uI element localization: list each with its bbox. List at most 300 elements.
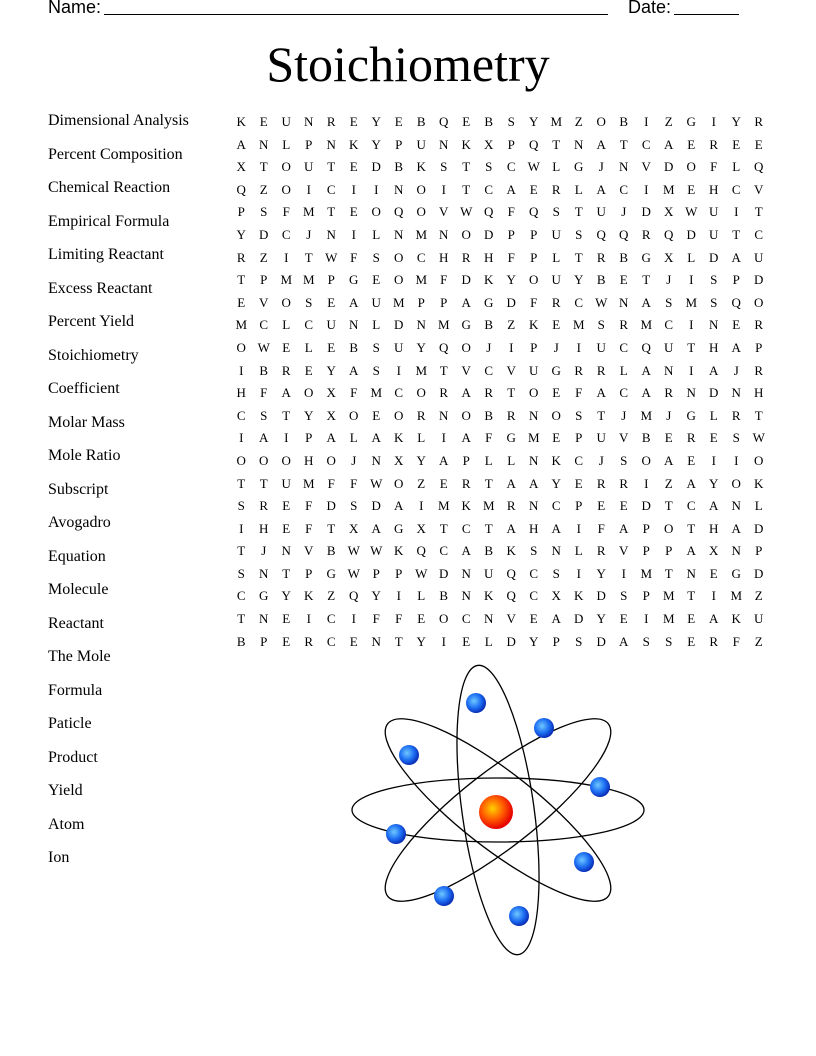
grid-letter: M — [437, 498, 450, 514]
grid-letter: J — [553, 339, 559, 355]
grid-letter: N — [529, 407, 539, 423]
grid-letter: H — [439, 249, 449, 265]
grid-letter: T — [687, 339, 696, 355]
grid-letter: Q — [754, 159, 764, 175]
grid-letter: S — [552, 565, 560, 581]
grid-letter: X — [236, 159, 246, 175]
grid-letter: Q — [484, 204, 494, 220]
word-list-item: Molar Mass — [48, 413, 125, 431]
grid-row — [230, 427, 770, 450]
grid-letter: I — [711, 452, 716, 468]
grid-letter: T — [327, 159, 336, 175]
grid-letter: T — [664, 498, 673, 514]
grid-letter: O — [731, 475, 741, 491]
grid-letter: F — [282, 204, 290, 220]
grid-letter: L — [687, 249, 696, 265]
grid-letter: H — [236, 385, 246, 401]
grid-letter: E — [529, 181, 538, 197]
grid-letter: R — [574, 362, 584, 378]
electron — [386, 824, 406, 844]
grid-letter: C — [619, 181, 629, 197]
grid-letter: Q — [596, 226, 606, 242]
grid-letter: D — [371, 159, 381, 175]
grid-letter: P — [260, 633, 268, 649]
grid-letter: F — [350, 475, 358, 491]
grid-letter: U — [281, 475, 291, 491]
grid-letter: I — [689, 272, 694, 288]
grid-letter: B — [394, 159, 404, 175]
grid-letter: E — [282, 633, 291, 649]
grid-letter: E — [619, 498, 628, 514]
grid-letter: D — [754, 565, 764, 581]
grid-letter: K — [551, 452, 561, 468]
grid-letter: S — [485, 159, 493, 175]
grid-letter: E — [462, 633, 471, 649]
grid-letter: Y — [416, 339, 426, 355]
grid-letter: V — [461, 362, 471, 378]
grid-letter: V — [619, 543, 629, 559]
grid-letter: I — [711, 114, 716, 129]
grid-letter: C — [686, 498, 696, 514]
grid-row — [230, 473, 770, 496]
grid-letter: G — [686, 114, 696, 129]
date-label: Date: — [628, 0, 672, 17]
grid-letter: R — [731, 407, 741, 423]
grid-letter: M — [640, 565, 653, 581]
grid-letter: I — [644, 181, 649, 197]
grid-row — [230, 450, 770, 473]
grid-letter: C — [574, 294, 584, 310]
grid-letter: B — [484, 407, 494, 423]
word-list-item: Percent Yield — [48, 313, 135, 330]
grid-letter: J — [733, 362, 739, 378]
grid-letter: N — [484, 611, 494, 627]
grid-letter: B — [641, 430, 651, 446]
grid-letter: P — [507, 226, 515, 242]
grid-letter: R — [236, 249, 246, 265]
grid-letter: O — [416, 204, 426, 220]
grid-letter: G — [349, 272, 359, 288]
grid-letter: J — [621, 204, 627, 220]
word-list-item: Subscript — [48, 480, 109, 498]
grid-letter: F — [440, 272, 448, 288]
grid-letter: A — [686, 475, 696, 491]
grid-letter: O — [754, 294, 764, 310]
grid-letter: Q — [529, 204, 539, 220]
grid-row — [230, 292, 770, 315]
atom-illustration — [348, 662, 648, 962]
grid-letter: B — [326, 543, 336, 559]
grid-letter: D — [664, 159, 674, 175]
grid-letter: P — [327, 272, 335, 288]
grid-row — [230, 495, 770, 518]
grid-letter: R — [551, 294, 561, 310]
grid-letter: Z — [259, 249, 268, 265]
grid-letter: W — [257, 339, 270, 355]
grid-letter: U — [551, 272, 561, 288]
grid-letter: N — [529, 498, 539, 514]
grid-letter: P — [260, 272, 268, 288]
grid-letter: C — [326, 181, 336, 197]
grid-letter: R — [461, 249, 471, 265]
grid-letter: N — [259, 565, 269, 581]
grid-letter: C — [506, 159, 516, 175]
grid-letter: E — [304, 362, 313, 378]
grid-letter: N — [619, 159, 629, 175]
grid-letter: V — [506, 362, 516, 378]
grid-letter: Z — [259, 181, 268, 197]
grid-letter: U — [551, 226, 561, 242]
grid-letter: E — [259, 114, 268, 129]
grid-row — [230, 518, 770, 541]
grid-letter: W — [415, 565, 428, 581]
grid-letter: G — [731, 565, 741, 581]
grid-letter: M — [730, 588, 743, 604]
grid-letter: D — [574, 611, 584, 627]
grid-letter: O — [281, 181, 291, 197]
grid-letter: C — [529, 565, 539, 581]
grid-letter: K — [304, 588, 314, 604]
grid-letter: O — [394, 249, 404, 265]
grid-letter: O — [394, 475, 404, 491]
grid-letter: J — [666, 272, 672, 288]
grid-letter: K — [461, 136, 471, 152]
grid-row — [230, 134, 770, 157]
grid-letter: A — [709, 611, 719, 627]
word-list-item: Percent Composition — [48, 145, 183, 163]
grid-letter: P — [417, 294, 425, 310]
grid-letter: Y — [304, 407, 314, 423]
grid-letter: Q — [349, 588, 359, 604]
grid-letter: E — [552, 430, 561, 446]
grid-letter: U — [326, 317, 336, 333]
word-list-item: Empirical Formula — [48, 212, 170, 230]
grid-letter: E — [349, 159, 358, 175]
grid-letter: B — [484, 543, 494, 559]
grid-letter: L — [304, 339, 313, 355]
grid-letter: T — [754, 407, 763, 423]
grid-letter: D — [754, 520, 764, 536]
grid-letter: C — [259, 317, 269, 333]
grid-letter: D — [596, 633, 606, 649]
grid-letter: B — [619, 114, 629, 129]
word-list-item: Mole Ratio — [48, 447, 121, 464]
grid-letter: H — [529, 520, 539, 536]
grid-letter: C — [461, 611, 471, 627]
grid-letter: U — [484, 565, 494, 581]
grid-letter: F — [597, 520, 605, 536]
grid-letter: R — [619, 317, 629, 333]
grid-letter: P — [395, 136, 403, 152]
grid-letter: T — [552, 136, 561, 152]
grid-letter: C — [574, 452, 584, 468]
grid-row — [230, 563, 770, 586]
grid-letter: A — [349, 362, 359, 378]
grid-letter: I — [441, 181, 446, 197]
grid-letter: D — [641, 204, 651, 220]
grid-letter: S — [620, 452, 628, 468]
grid-letter: A — [664, 136, 674, 152]
grid-letter: E — [529, 611, 538, 627]
grid-letter: U — [596, 204, 606, 220]
grid-letter: A — [394, 498, 404, 514]
grid-letter: P — [372, 565, 380, 581]
grid-letter: J — [351, 452, 357, 468]
grid-letter: S — [260, 407, 268, 423]
grid-letter: A — [236, 136, 246, 152]
grid-letter: L — [507, 452, 516, 468]
grid-letter: S — [710, 272, 718, 288]
grid-row — [230, 608, 770, 631]
grid-letter: C — [461, 520, 471, 536]
grid-letter: M — [640, 317, 653, 333]
grid-letter: E — [282, 339, 291, 355]
grid-letter: Q — [416, 543, 426, 559]
grid-letter: N — [371, 452, 381, 468]
grid-letter: S — [260, 204, 268, 220]
grid-letter: M — [640, 407, 653, 423]
grid-letter: T — [574, 204, 583, 220]
grid-letter: O — [304, 385, 314, 401]
grid-letter: I — [351, 611, 356, 627]
grid-letter: K — [461, 498, 471, 514]
grid-letter: B — [619, 249, 629, 265]
grid-letter: Y — [371, 136, 381, 152]
grid-letter: E — [619, 611, 628, 627]
grid-letter: G — [551, 362, 561, 378]
grid-letter: T — [664, 565, 673, 581]
grid-letter: P — [552, 633, 560, 649]
grid-row — [230, 405, 770, 428]
word-list-item: Avogadro — [48, 514, 111, 531]
grid-letter: K — [416, 159, 426, 175]
grid-letter: R — [754, 317, 764, 333]
grid-row — [230, 247, 770, 270]
grid-letter: E — [709, 430, 718, 446]
grid-letter: E — [372, 407, 381, 423]
grid-letter: M — [527, 430, 540, 446]
grid-row — [230, 585, 770, 608]
word-list-item: Formula — [48, 681, 103, 699]
grid-letter: T — [462, 159, 471, 175]
grid-letter: E — [552, 385, 561, 401]
grid-letter: S — [440, 159, 448, 175]
grid-letter: D — [394, 317, 404, 333]
grid-letter: F — [350, 385, 358, 401]
word-list-item: Coefficient — [48, 380, 120, 397]
grid-letter: Z — [754, 588, 763, 604]
grid-letter: U — [709, 226, 719, 242]
grid-letter: X — [394, 452, 404, 468]
grid-row — [230, 179, 770, 202]
grid-letter: R — [619, 475, 629, 491]
grid-letter: S — [732, 430, 740, 446]
grid-letter: K — [349, 136, 359, 152]
grid-letter: I — [239, 520, 244, 536]
grid-letter: X — [484, 136, 494, 152]
grid-letter: R — [259, 498, 269, 514]
word-list-item: Paticle — [48, 715, 92, 732]
grid-letter: A — [664, 452, 674, 468]
electron — [434, 886, 454, 906]
grid-letter: R — [709, 136, 719, 152]
grid-letter: X — [416, 520, 426, 536]
grid-letter: N — [304, 114, 314, 129]
grid-letter: T — [282, 407, 291, 423]
grid-letter: D — [506, 633, 516, 649]
grid-letter: C — [281, 226, 291, 242]
grid-letter: F — [305, 520, 313, 536]
grid-letter: Z — [574, 114, 583, 129]
grid-letter: C — [754, 226, 764, 242]
grid-letter: D — [754, 272, 764, 288]
word-list — [48, 110, 218, 881]
grid-letter: V — [439, 204, 449, 220]
grid-letter: D — [596, 588, 606, 604]
grid-letter: T — [304, 249, 313, 265]
grid-letter: G — [461, 317, 471, 333]
word-list-item: Reactant — [48, 614, 104, 632]
grid-letter: I — [396, 362, 401, 378]
grid-letter: G — [574, 159, 584, 175]
grid-letter: C — [236, 588, 246, 604]
grid-letter: T — [687, 520, 696, 536]
grid-letter: I — [644, 475, 649, 491]
grid-letter: A — [461, 430, 471, 446]
grid-letter: X — [326, 385, 336, 401]
grid-letter: M — [415, 226, 428, 242]
grid-letter: S — [620, 588, 628, 604]
grid-letter: M — [392, 294, 405, 310]
grid-letter: P — [575, 498, 583, 514]
grid-letter: O — [529, 385, 539, 401]
grid-letter: N — [394, 181, 404, 197]
word-list-item: Product — [48, 748, 98, 766]
grid-letter: D — [641, 498, 651, 514]
grid-letter: O — [664, 520, 674, 536]
grid-letter: I — [441, 633, 446, 649]
grid-letter: B — [349, 339, 359, 355]
grid-letter: A — [506, 475, 516, 491]
name-label: Name: — [48, 0, 102, 17]
grid-letter: F — [575, 385, 583, 401]
word-search-grid — [230, 111, 770, 653]
grid-letter: Y — [281, 588, 291, 604]
grid-letter: N — [664, 362, 674, 378]
grid-letter: Y — [371, 588, 381, 604]
grid-letter: T — [462, 181, 471, 197]
word-list-item: Atom — [48, 815, 85, 833]
grid-letter: K — [394, 430, 404, 446]
grid-letter: F — [372, 611, 380, 627]
grid-letter: E — [282, 611, 291, 627]
grid-letter: T — [259, 475, 268, 491]
grid-letter: K — [484, 272, 494, 288]
grid-letter: M — [302, 475, 315, 491]
grid-letter: R — [326, 114, 336, 129]
grid-letter: I — [284, 430, 289, 446]
grid-letter: Y — [236, 226, 246, 242]
grid-letter: N — [731, 385, 741, 401]
electron — [399, 745, 419, 765]
grid-letter: O — [349, 407, 359, 423]
grid-letter: Z — [664, 114, 673, 129]
grid-letter: C — [551, 498, 561, 514]
grid-letter: M — [437, 317, 450, 333]
grid-letter: T — [642, 272, 651, 288]
grid-letter: P — [755, 339, 763, 355]
grid-letter: S — [350, 498, 358, 514]
grid-letter: S — [552, 204, 560, 220]
grid-letter: R — [551, 181, 561, 197]
grid-letter: X — [664, 204, 674, 220]
grid-letter: D — [439, 565, 449, 581]
grid-letter: F — [530, 294, 538, 310]
grid-letter: C — [326, 633, 336, 649]
grid-letter: R — [686, 430, 696, 446]
grid-letter: Q — [506, 588, 516, 604]
grid-letter: H — [484, 249, 494, 265]
grid-letter: L — [372, 317, 381, 333]
grid-letter: A — [709, 498, 719, 514]
grid-letter: Z — [507, 317, 516, 333]
grid-letter: B — [416, 114, 426, 129]
grid-letter: Y — [731, 114, 741, 129]
grid-letter: W — [685, 204, 698, 220]
grid-letter: N — [281, 543, 291, 559]
grid-letter: I — [351, 226, 356, 242]
grid-letter: I — [689, 317, 694, 333]
grid-letter: E — [687, 633, 696, 649]
grid-letter: O — [394, 407, 404, 423]
word-list-item: Equation — [48, 547, 106, 565]
grid-letter: E — [687, 611, 696, 627]
grid-letter: A — [506, 520, 516, 536]
grid-letter: W — [460, 204, 473, 220]
grid-letter: B — [484, 317, 494, 333]
grid-letter: V — [619, 430, 629, 446]
grid-letter: R — [461, 475, 471, 491]
grid-letter: R — [596, 362, 606, 378]
grid-letter: O — [754, 452, 764, 468]
grid-letter: S — [372, 339, 380, 355]
grid-letter: I — [239, 362, 244, 378]
grid-letter: I — [689, 362, 694, 378]
grid-letter: J — [598, 159, 604, 175]
grid-letter: F — [305, 498, 313, 514]
grid-letter: H — [709, 520, 719, 536]
grid-letter: M — [302, 272, 315, 288]
grid-letter: P — [530, 339, 538, 355]
grid-letter: D — [686, 226, 696, 242]
grid-letter: K — [236, 114, 246, 129]
grid-letter: N — [574, 136, 584, 152]
grid-letter: L — [754, 498, 763, 514]
grid-letter: E — [462, 114, 471, 129]
grid-letter: O — [596, 114, 606, 129]
grid-letter: L — [619, 362, 628, 378]
electron — [590, 777, 610, 797]
grid-row — [230, 631, 770, 654]
grid-letter: R — [754, 114, 764, 129]
grid-letter: U — [709, 204, 719, 220]
grid-letter: L — [484, 452, 493, 468]
grid-letter: Y — [326, 362, 336, 378]
grid-letter: W — [370, 475, 383, 491]
grid-letter: T — [327, 204, 336, 220]
grid-letter: E — [349, 114, 358, 129]
grid-letter: E — [327, 294, 336, 310]
